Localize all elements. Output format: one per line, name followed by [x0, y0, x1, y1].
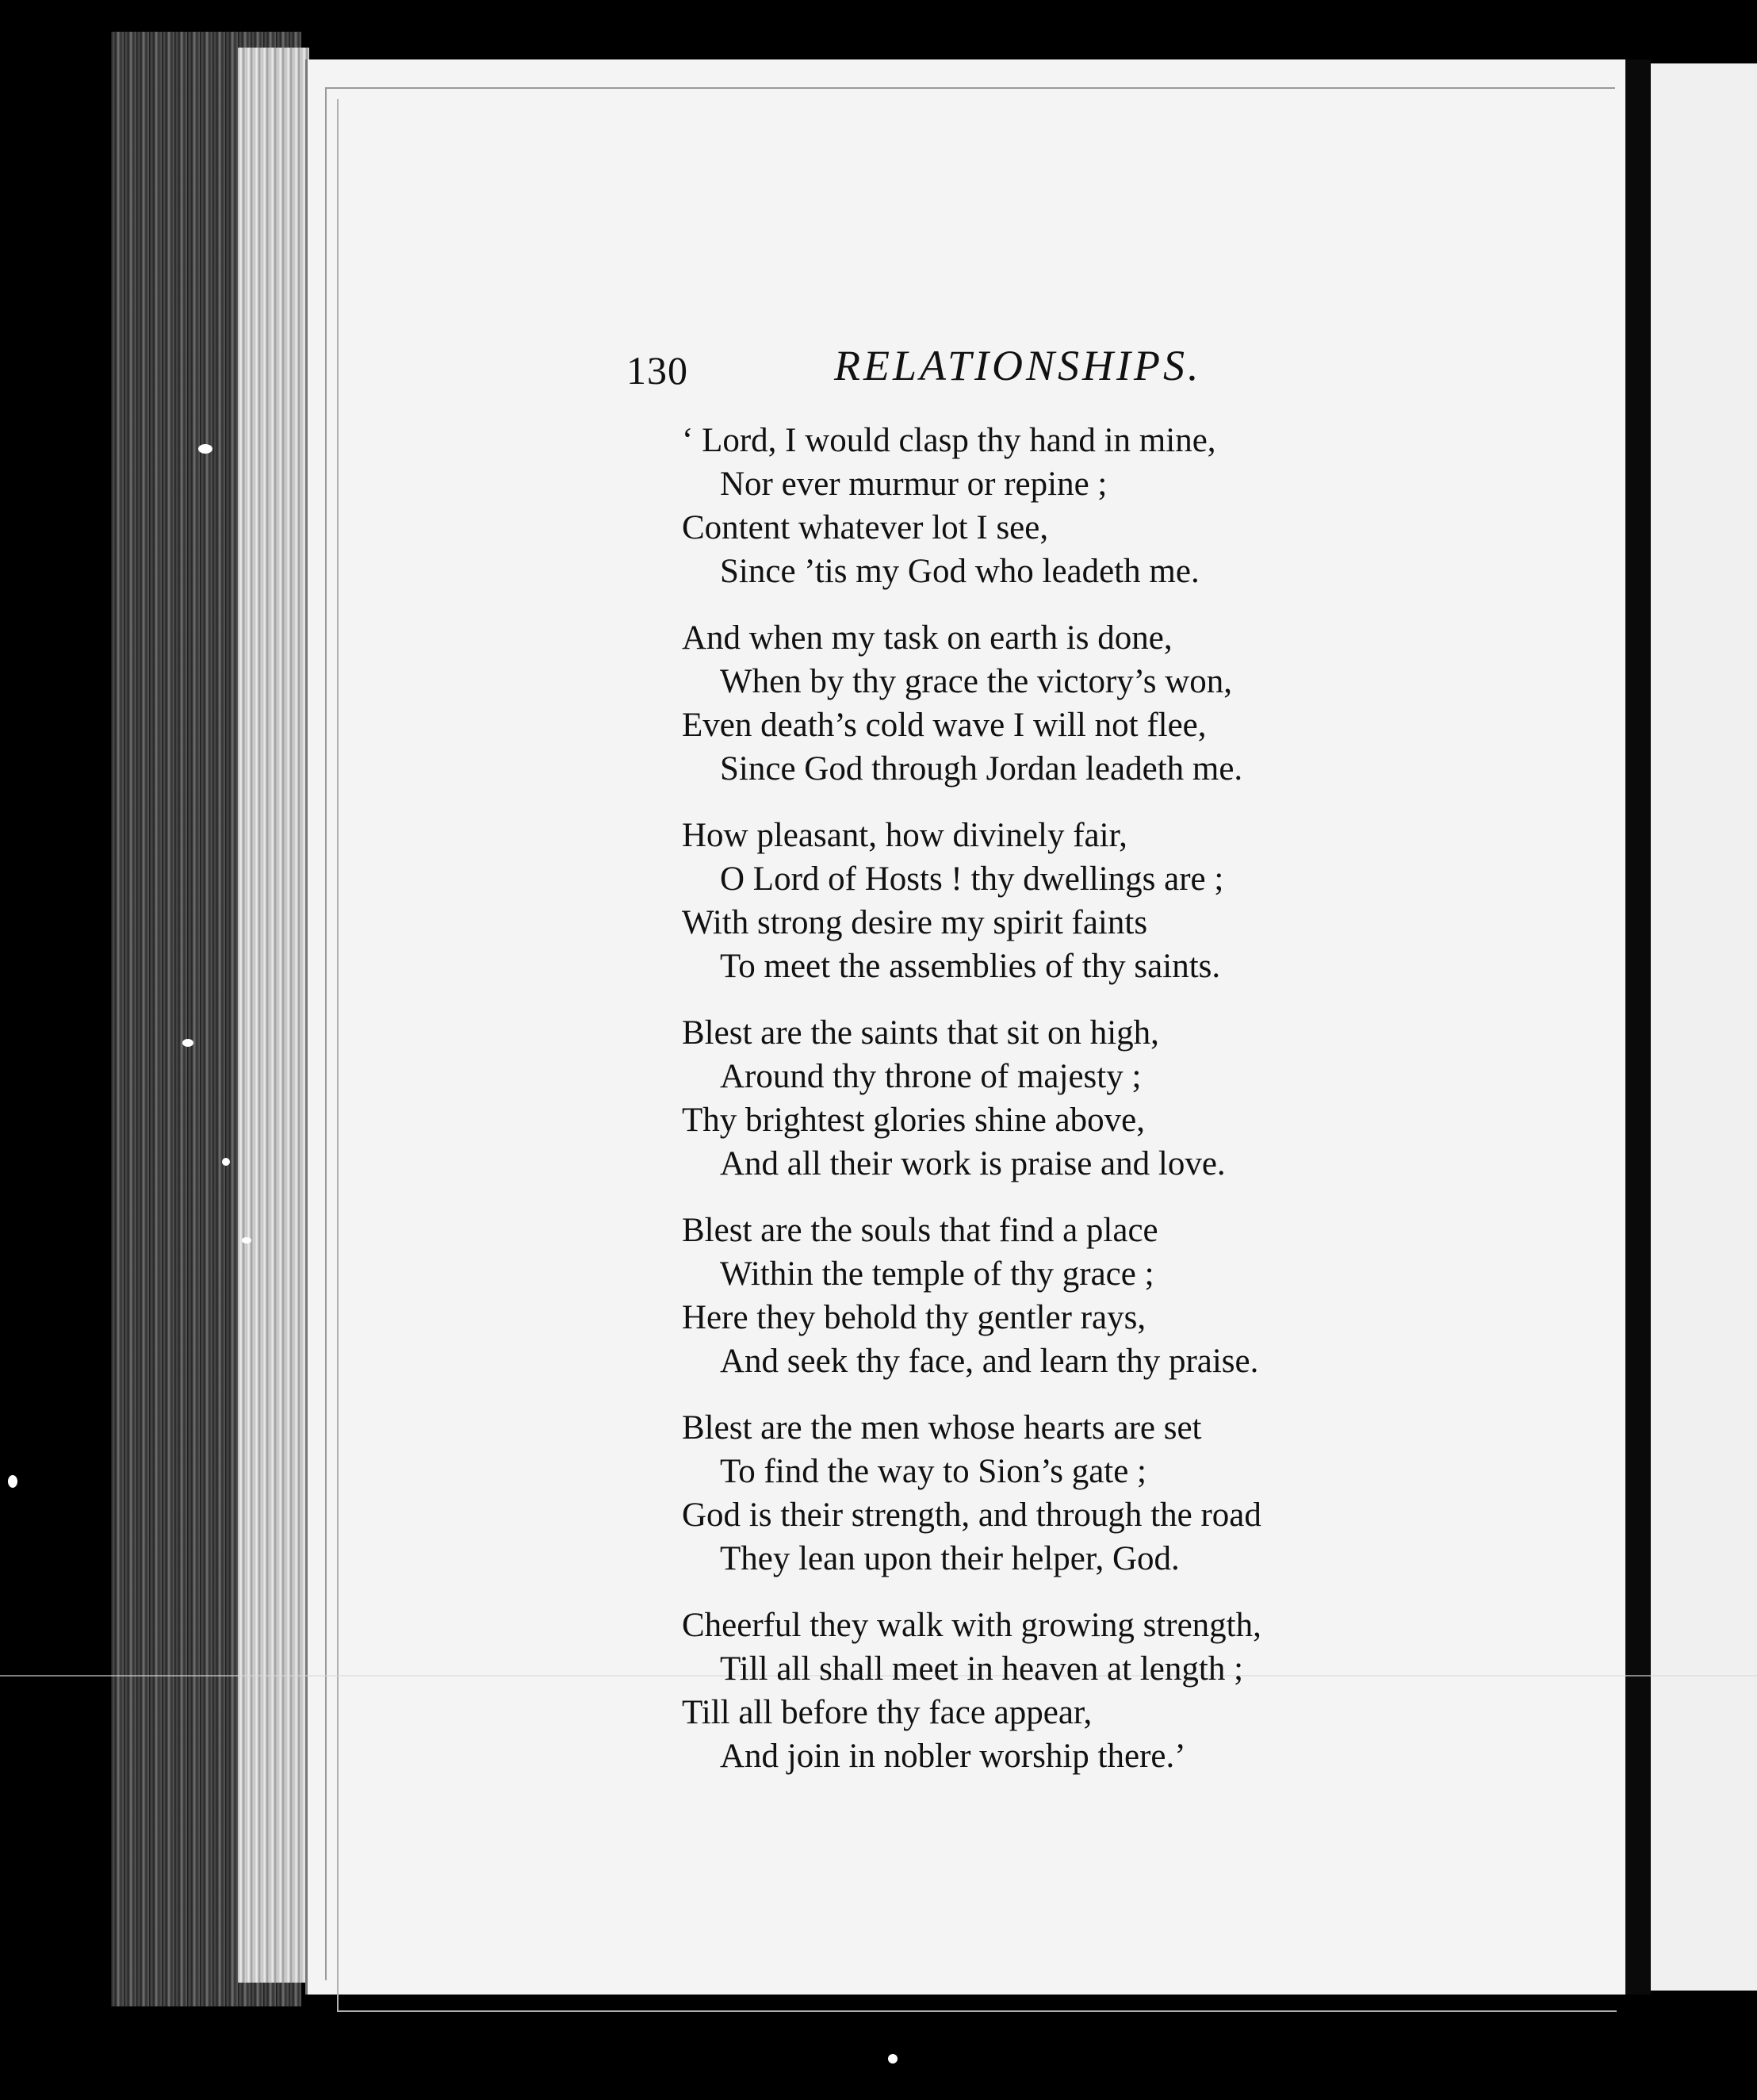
stanza	[682, 1604, 1475, 1778]
poem-line: Thy brightest glories shine above,	[682, 1102, 1145, 1139]
poem-line: Blest are the saints that sit on high,	[682, 1014, 1159, 1052]
dust-speck	[222, 1158, 230, 1166]
poem-line: With strong desire my spirit faints	[682, 904, 1148, 941]
stanza	[682, 1406, 1475, 1581]
facing-page-edge	[1651, 63, 1757, 1991]
poem-line: To find the way to Sion’s gate ;	[720, 1453, 1147, 1490]
poem-line: And seek thy face, and learn thy praise.	[720, 1343, 1259, 1380]
stanza	[682, 814, 1475, 988]
running-title: RELATIONSHIPS.	[834, 342, 1202, 389]
dust-speck	[182, 1039, 193, 1047]
poem-line: ‘ Lord, I would clasp thy hand in mine,	[682, 422, 1216, 459]
poem-line: Around thy throne of majesty ;	[720, 1058, 1142, 1095]
poem-line: Content whatever lot I see,	[682, 509, 1049, 546]
book-gutter	[1625, 59, 1651, 1995]
poem-line: God is their strength, and through the road	[682, 1496, 1261, 1534]
poem-line: Blest are the men whose hearts are set	[682, 1409, 1202, 1447]
stanza	[682, 419, 1475, 593]
poem-line: They lean upon their helper, God.	[720, 1540, 1180, 1577]
poem-line: Within the temple of thy grace ;	[720, 1255, 1154, 1293]
poem-line: And when my task on earth is done,	[682, 619, 1173, 657]
page-header	[626, 341, 1340, 404]
poem	[682, 419, 1475, 1801]
poem-line: Nor ever murmur or repine ;	[720, 466, 1108, 503]
poem-line: How pleasant, how divinely fair,	[682, 817, 1127, 854]
dust-speck	[888, 2054, 898, 2064]
poem-line: Even death’s cold wave I will not flee,	[682, 707, 1207, 744]
poem-line: Since ’tis my God who leadeth me.	[720, 553, 1200, 590]
poem-line: Cheerful they walk with growing strength,	[682, 1607, 1261, 1644]
poem-line: Since God through Jordan leadeth me.	[720, 750, 1243, 788]
poem-line: And join in nobler worship there.’	[720, 1738, 1186, 1775]
stanza	[682, 1209, 1475, 1383]
book-page-edges-light	[238, 48, 309, 1983]
poem-line: Till all shall meet in heaven at length ;	[720, 1650, 1244, 1688]
poem-line: When by thy grace the victory’s won,	[720, 663, 1233, 700]
dust-speck	[8, 1475, 17, 1488]
stanza	[682, 1011, 1475, 1186]
poem-line: Blest are the souls that find a place	[682, 1212, 1158, 1249]
stanza	[682, 616, 1475, 791]
poem-line: To meet the assemblies of thy saints.	[720, 948, 1221, 985]
page-number: 130	[626, 348, 688, 393]
dust-speck	[242, 1237, 251, 1244]
poem-line: O Lord of Hosts ! thy dwellings are ;	[720, 860, 1224, 898]
poem-line: Here they behold thy gentler rays,	[682, 1299, 1146, 1336]
dust-speck	[198, 444, 212, 454]
poem-line: And all their work is praise and love.	[720, 1145, 1226, 1182]
poem-line: Till all before thy face appear,	[682, 1694, 1093, 1731]
